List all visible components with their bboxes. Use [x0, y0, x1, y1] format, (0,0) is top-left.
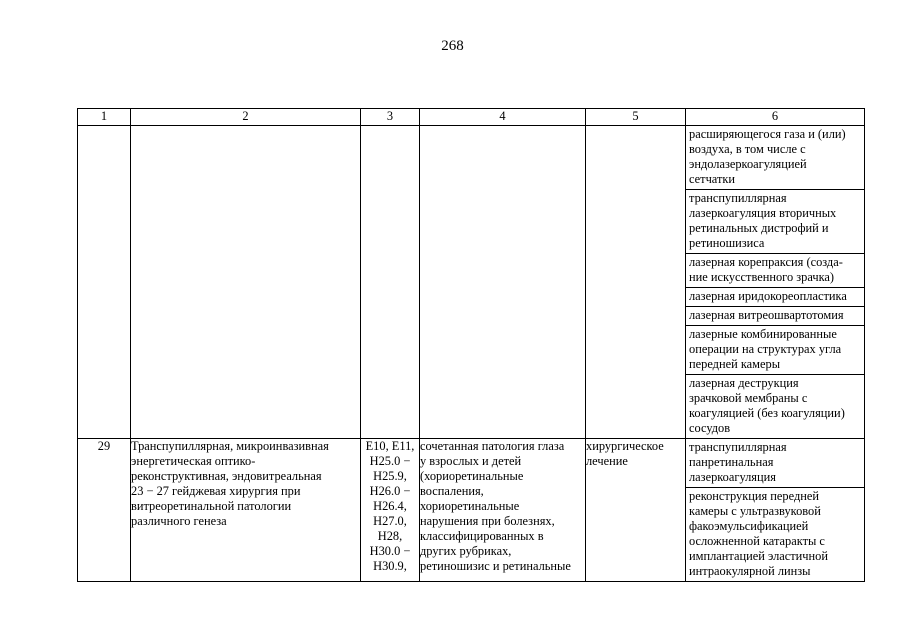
- procedure-line: реконструктивная, эндовитреальная: [131, 469, 322, 483]
- model-line: у взрослых и детей: [420, 454, 522, 468]
- method-line: факоэмульсификацией: [689, 519, 809, 533]
- method-line: ние искусственного зрачка): [689, 270, 835, 284]
- model-line: сочетанная патология глаза: [420, 439, 565, 453]
- procedures-table: [77, 108, 865, 582]
- method-cell: [686, 488, 864, 581]
- procedure-line: Транспупиллярная, микроинвазивная: [131, 439, 329, 453]
- method-line: имплантацией эластичной: [689, 549, 828, 563]
- cont-col-6: [686, 126, 865, 439]
- method-line: интраокулярной линзы: [689, 564, 811, 578]
- method-line: ретинальных дистрофий и: [689, 221, 829, 235]
- method-line: коагуляцией (без коагуляции): [689, 406, 845, 420]
- header-col-5: 5: [586, 109, 686, 126]
- procedure-name: [131, 439, 361, 582]
- cont-col-2: [131, 126, 361, 439]
- method-cell: [686, 375, 864, 438]
- icd-line: H30.9,: [373, 559, 407, 573]
- header-col-2: 2: [131, 109, 361, 126]
- model-line: хориоретинальные: [420, 499, 520, 513]
- header-col-3: 3: [361, 109, 420, 126]
- method-line: эндолазеркоагуляцией: [689, 157, 807, 171]
- procedure-line: энергетическая оптико-: [131, 454, 256, 468]
- icd-line: H27.0,: [373, 514, 407, 528]
- icd-line: H28,: [377, 529, 403, 543]
- header-col-1: 1: [78, 109, 131, 126]
- method-line: зрачковой мембраны с: [689, 391, 808, 405]
- method-cell: [686, 254, 864, 288]
- method-line: лазеркоагуляция: [689, 470, 776, 484]
- method-line: реконструкция передней: [689, 489, 820, 503]
- method-line: лазерные комбинированные: [689, 327, 837, 341]
- method-line: операции на структурах угла: [689, 342, 842, 356]
- treatment-line: лечение: [586, 454, 628, 468]
- method-cell: [686, 190, 864, 254]
- method-line: воздуха, в том числе с: [689, 142, 806, 156]
- method-line: лазерная деструкция: [689, 376, 799, 390]
- icd-line: H26.0 −: [369, 484, 411, 498]
- method-line: транспупиллярная: [689, 191, 787, 205]
- row-number: 29: [78, 439, 131, 582]
- treatment-line: хирургическое: [586, 439, 664, 453]
- icd-line: E10, E11,: [365, 439, 415, 453]
- method-line: расширяющегося газа и (или): [689, 127, 846, 141]
- method-line: осложненной катаракты с: [689, 534, 825, 548]
- treatment-type: [586, 439, 686, 582]
- method-cell: [686, 288, 864, 307]
- model-line: других рубриках,: [420, 544, 512, 558]
- procedure-line: 23 − 27 гейджевая хирургия при: [131, 484, 301, 498]
- method-cell: [686, 326, 864, 375]
- procedure-line: витреоретинальной патологии: [131, 499, 292, 513]
- icd-line: H26.4,: [373, 499, 407, 513]
- model-line: ретиношизис и ретинальные: [420, 559, 571, 573]
- cont-col-4: [420, 126, 586, 439]
- model-line: воспаления,: [420, 484, 484, 498]
- row-29: [78, 439, 865, 582]
- cont-col-1: [78, 126, 131, 439]
- method-line: лазерная иридокореопластика: [689, 289, 847, 303]
- method-line: сосудов: [689, 421, 731, 435]
- method-line: камеры с ультразвуковой: [689, 504, 821, 518]
- method-line: ретиношизиса: [689, 236, 765, 250]
- icd-line: H30.0 −: [369, 544, 411, 558]
- icd-line: H25.0 −: [369, 454, 411, 468]
- method-line: лазерная витреошвартотомия: [689, 308, 844, 322]
- method-line: лазеркоагуляция вторичных: [689, 206, 837, 220]
- header-row: [78, 109, 865, 126]
- header-col-4: 4: [420, 109, 586, 126]
- page-number: 268: [441, 38, 464, 54]
- icd-line: H25.9,: [373, 469, 407, 483]
- icd-codes: [361, 439, 420, 582]
- method-line: передней камеры: [689, 357, 781, 371]
- model-line: (хориоретинальные: [420, 469, 524, 483]
- procedure-line: различного генеза: [131, 514, 227, 528]
- treatment-methods: [686, 439, 865, 582]
- method-cell: [686, 439, 864, 488]
- continuation-row: [78, 126, 865, 439]
- model-line: нарушения при болезнях,: [420, 514, 555, 528]
- patient-model: [420, 439, 586, 582]
- cont-col-3: [361, 126, 420, 439]
- method-line: транспупиллярная: [689, 440, 787, 454]
- method-line: лазерная корепраксия (созда-: [689, 255, 843, 269]
- method-cell: [686, 307, 864, 326]
- method-cell: [686, 126, 864, 190]
- model-line: классифицированных в: [420, 529, 544, 543]
- method-line: панретинальная: [689, 455, 774, 469]
- cont-col-5: [586, 126, 686, 439]
- header-col-6: 6: [686, 109, 865, 126]
- method-line: сетчатки: [689, 172, 736, 186]
